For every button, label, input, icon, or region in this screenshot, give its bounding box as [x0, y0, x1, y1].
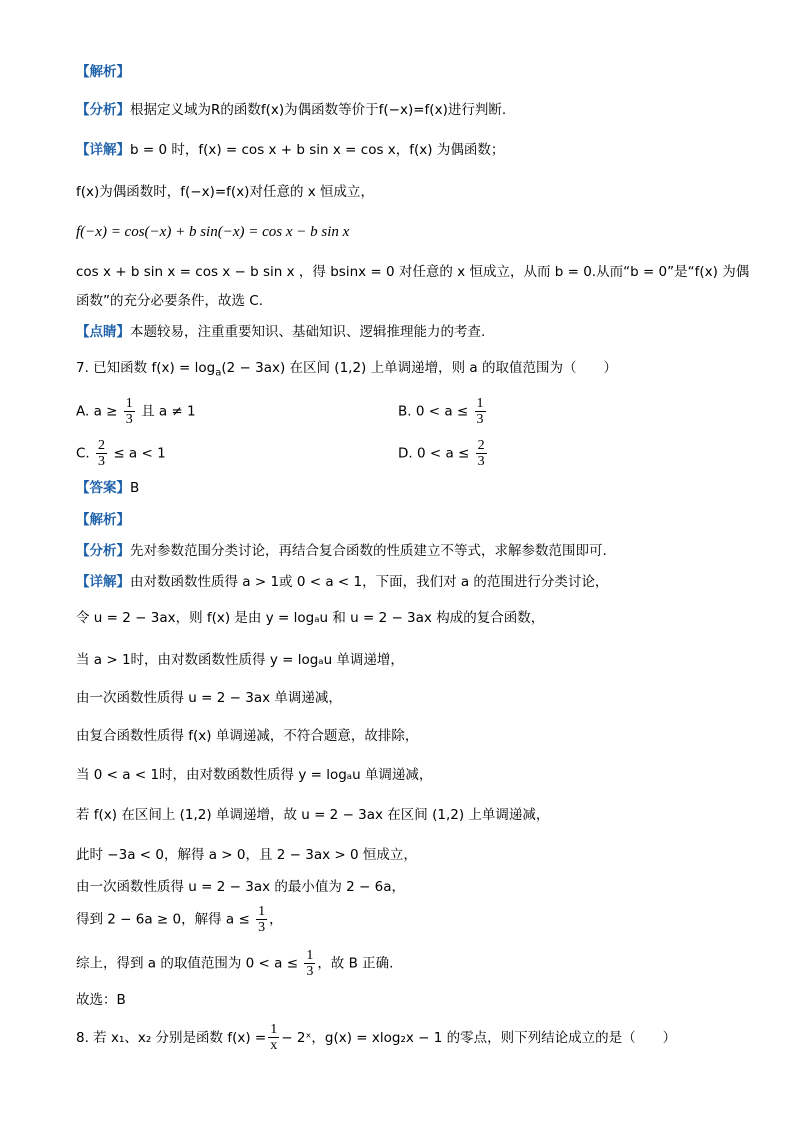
- option-a-post: 且 a ≠ 1: [141, 403, 196, 420]
- frac-numerator: 1: [270, 1022, 278, 1037]
- q8-fraction: [268, 1022, 279, 1053]
- frac-denominator: 3: [306, 964, 314, 979]
- answer-line: [76, 478, 139, 498]
- q7-detail-tag: 【详解】: [76, 574, 130, 590]
- q8-stem-pre: 8. 若 x₁、x₂ 分别是函数 f(x) =: [76, 1029, 267, 1046]
- frac-denominator: 3: [125, 412, 133, 427]
- q7-detail-line-9: 由一次函数性质得 u = 2 − 3ax 的最小值为 2 − 6a，: [76, 879, 406, 895]
- q7-get-post: ，: [269, 911, 283, 928]
- detail-text-1: b = 0 时，f(x) = cos x + b sin x = cos x，f(x) 为偶函数；: [130, 142, 505, 158]
- option-b-pre: 0 < a ≤: [415, 403, 469, 420]
- option-c-label: C.: [76, 445, 90, 462]
- detail-line-1: [76, 140, 504, 160]
- section-tag-analysis: 【解析】: [76, 64, 130, 80]
- frac-denominator: 3: [98, 454, 106, 469]
- analysis-tag: 【分析】: [76, 102, 130, 118]
- q7-detail-line-5: 由复合函数性质得 f(x) 单调递减，不符合题意，故排除，: [76, 728, 419, 744]
- q7-detail-line-4: 由一次函数性质得 u = 2 − 3ax 单调递减，: [76, 690, 342, 706]
- detail-line-2: f(x)为偶函数时，f(−x)=f(x)对任意的 x 恒成立，: [76, 184, 375, 200]
- comment-tag: 【点睛】: [76, 324, 130, 340]
- answer-tag: 【答案】: [76, 480, 130, 496]
- frac-denominator: x: [270, 1038, 278, 1053]
- option-a-pre: a ≥: [93, 403, 118, 420]
- option-d-pre: 0 < a ≤: [416, 445, 470, 462]
- option-a-label: A.: [76, 403, 90, 420]
- q7-analysis-head: 【解析】: [76, 512, 130, 528]
- frac-numerator: 2: [477, 438, 485, 453]
- question-7-stem: [76, 358, 617, 384]
- q7-choose: 故选：B: [76, 992, 126, 1008]
- option-c-fraction: [96, 438, 107, 469]
- option-d-fraction: [476, 438, 487, 469]
- option-c-post: ≤ a < 1: [113, 445, 166, 462]
- q7-detail-text: 由对数函数性质得 a > 1或 0 < a < 1，下面，我们对 a 的范围进行分类讨论，: [130, 574, 609, 590]
- q8-stem-post: − 2ˣ，g(x) = xlog₂x − 1 的零点，则下列结论成立的是（ ）: [281, 1029, 677, 1046]
- option-b: [398, 396, 488, 427]
- q7-detail-line-2: 令 u = 2 − 3ax，则 f(x) 是由 y = logₐu 和 u = 2 − 3ax 构成的复合函数，: [76, 610, 545, 626]
- detail-tag: 【详解】: [76, 142, 130, 158]
- analysis-line: [76, 100, 506, 120]
- q7-detail-line-10: [76, 904, 283, 935]
- option-c: [76, 438, 166, 469]
- detail-line-4: cos x + b sin x = cos x − b sin x ，得 bsinx = 0 对任意的 x 恒成立，从而 b = 0.从而“b = 0”是“f(x) 为偶: [76, 264, 750, 280]
- q7-detail-line-1: [76, 572, 608, 592]
- q7-stem-pre: 7. 已知函数 f(x) = log: [76, 360, 216, 376]
- frac-denominator: 3: [258, 920, 266, 935]
- q7-analysis-text: 先对参数范围分类讨论，再结合复合函数的性质建立不等式，求解参数范围即可.: [130, 543, 607, 559]
- frac-numerator: 2: [98, 438, 106, 453]
- q7-stem-rest: (2 − 3ax) 在区间 (1,2) 上单调递增，则 a 的取值范围为（ ）: [221, 360, 617, 376]
- q7-get-pre: 得到 2 − 6a ≥ 0，解得 a ≤: [76, 911, 250, 928]
- comment-line: [76, 322, 485, 342]
- q7-sum-post: ，故 B 正确.: [317, 955, 394, 972]
- q7-detail-line-6: 当 0 < a < 1时，由对数函数性质得 y = logₐu 单调递减，: [76, 767, 433, 783]
- option-a: [76, 396, 196, 427]
- q7-sum-pre: 综上，得到 a 的取值范围为 0 < a ≤: [76, 955, 299, 972]
- analysis-text: 根据定义域为R的函数f(x)为偶函数等价于f(−x)=f(x)进行判断.: [130, 102, 507, 118]
- answer-value: B: [130, 480, 140, 496]
- option-d: [398, 438, 489, 469]
- q7-detail-line-8: 此时 −3a < 0，解得 a > 0，且 2 − 3ax > 0 恒成立，: [76, 847, 417, 863]
- frac-denominator: 3: [477, 454, 485, 469]
- frac-numerator: 1: [306, 948, 314, 963]
- q7-detail-line-7: 若 f(x) 在区间上 (1,2) 单调递增，故 u = 2 − 3ax 在区间 (1,2) 上单调递减，: [76, 807, 550, 823]
- option-a-fraction: [124, 396, 135, 427]
- q7-detail-line-3: 当 a > 1时，由对数函数性质得 y = logₐu 单调递增，: [76, 652, 404, 668]
- option-b-label: B.: [398, 403, 412, 420]
- comment-text: 本题较易，注重重要知识、基础知识、逻辑推理能力的考查.: [130, 324, 486, 340]
- q7-analysis-tag: 【分析】: [76, 543, 130, 559]
- q7-get-fraction: [256, 904, 267, 935]
- option-d-label: D.: [398, 445, 413, 462]
- detail-line-3: f(−x) = cos(−x) + b sin(−x) = cos x − b sin x: [76, 224, 350, 240]
- frac-numerator: 1: [125, 396, 133, 411]
- q7-detail-line-11: [76, 948, 393, 979]
- question-8-stem: [76, 1022, 676, 1053]
- detail-line-5: 函数”的充分必要条件，故选 C.: [76, 293, 264, 309]
- frac-numerator: 1: [476, 396, 484, 411]
- q7-sum-fraction: [304, 948, 315, 979]
- frac-numerator: 1: [258, 904, 266, 919]
- q7-analysis-line: [76, 541, 607, 561]
- frac-denominator: 3: [476, 412, 484, 427]
- option-b-fraction: [475, 396, 486, 427]
- q7-stem-base: a: [215, 367, 222, 379]
